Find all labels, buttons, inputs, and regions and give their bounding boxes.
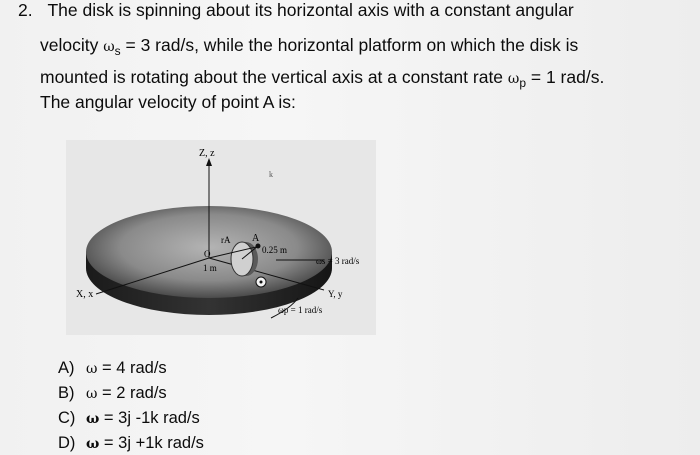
label-length: 1 m (203, 263, 217, 273)
label-x: X, x (76, 289, 94, 300)
omega-symbol-p: ω (507, 71, 520, 87)
answer-c-label: C) (58, 409, 76, 427)
answer-a[interactable] (58, 359, 167, 378)
question-line-4: The angular velocity of point A is: (40, 92, 296, 112)
question-text-1: The disk is spinning about its horizontal axis with a constant angular (47, 0, 574, 20)
label-omega-s: ωs = 3 rad/s (316, 256, 360, 266)
label-radius: 0.25 m (262, 245, 288, 255)
question-line-1 (18, 2, 700, 20)
axis-marker-dot (260, 281, 263, 284)
label-k: k (269, 170, 273, 179)
disk-platform-figure (66, 140, 376, 335)
question-text-2a: velocity (40, 35, 104, 55)
question-line-3 (40, 69, 700, 89)
question-text-2b: = 3 rad/s, while the horizontal platform on which the disk is (120, 35, 579, 55)
answer-b[interactable] (58, 384, 167, 403)
answer-a-text: = 4 rad/s (97, 359, 167, 377)
answer-d-omega: ω (86, 436, 100, 452)
answer-b-label: B) (58, 384, 75, 402)
label-omega-p: ωp = 1 rad/s (278, 305, 323, 315)
question-text-3b: = 1 rad/s. (526, 67, 605, 87)
answer-b-text: = 2 rad/s (97, 384, 167, 402)
answer-d-label: D) (58, 434, 76, 452)
answer-a-omega: ω (86, 361, 98, 377)
answer-d-text: = 3j +1k rad/s (99, 434, 204, 452)
answer-b-omega: ω (86, 386, 98, 402)
label-ra: rA (221, 235, 231, 245)
label-a: A (252, 233, 260, 244)
subscript-s: s (114, 44, 121, 58)
omega-symbol: ω (103, 39, 115, 55)
question-text-3a: mounted is rotating about the vertical axis at a constant rate (40, 67, 508, 87)
label-y: Y, y (328, 289, 343, 299)
label-o: O (204, 249, 211, 259)
answer-c-text: = 3j -1k rad/s (99, 409, 200, 427)
answer-d[interactable] (58, 434, 204, 453)
question-number: 2. (18, 0, 33, 20)
point-a (256, 244, 261, 249)
answer-c[interactable] (58, 409, 200, 428)
label-z: Z, z (199, 148, 215, 159)
subscript-p: p (519, 76, 527, 90)
answer-a-label: A) (58, 359, 75, 377)
question-line-2 (40, 37, 700, 57)
answer-c-omega: ω (86, 411, 100, 427)
